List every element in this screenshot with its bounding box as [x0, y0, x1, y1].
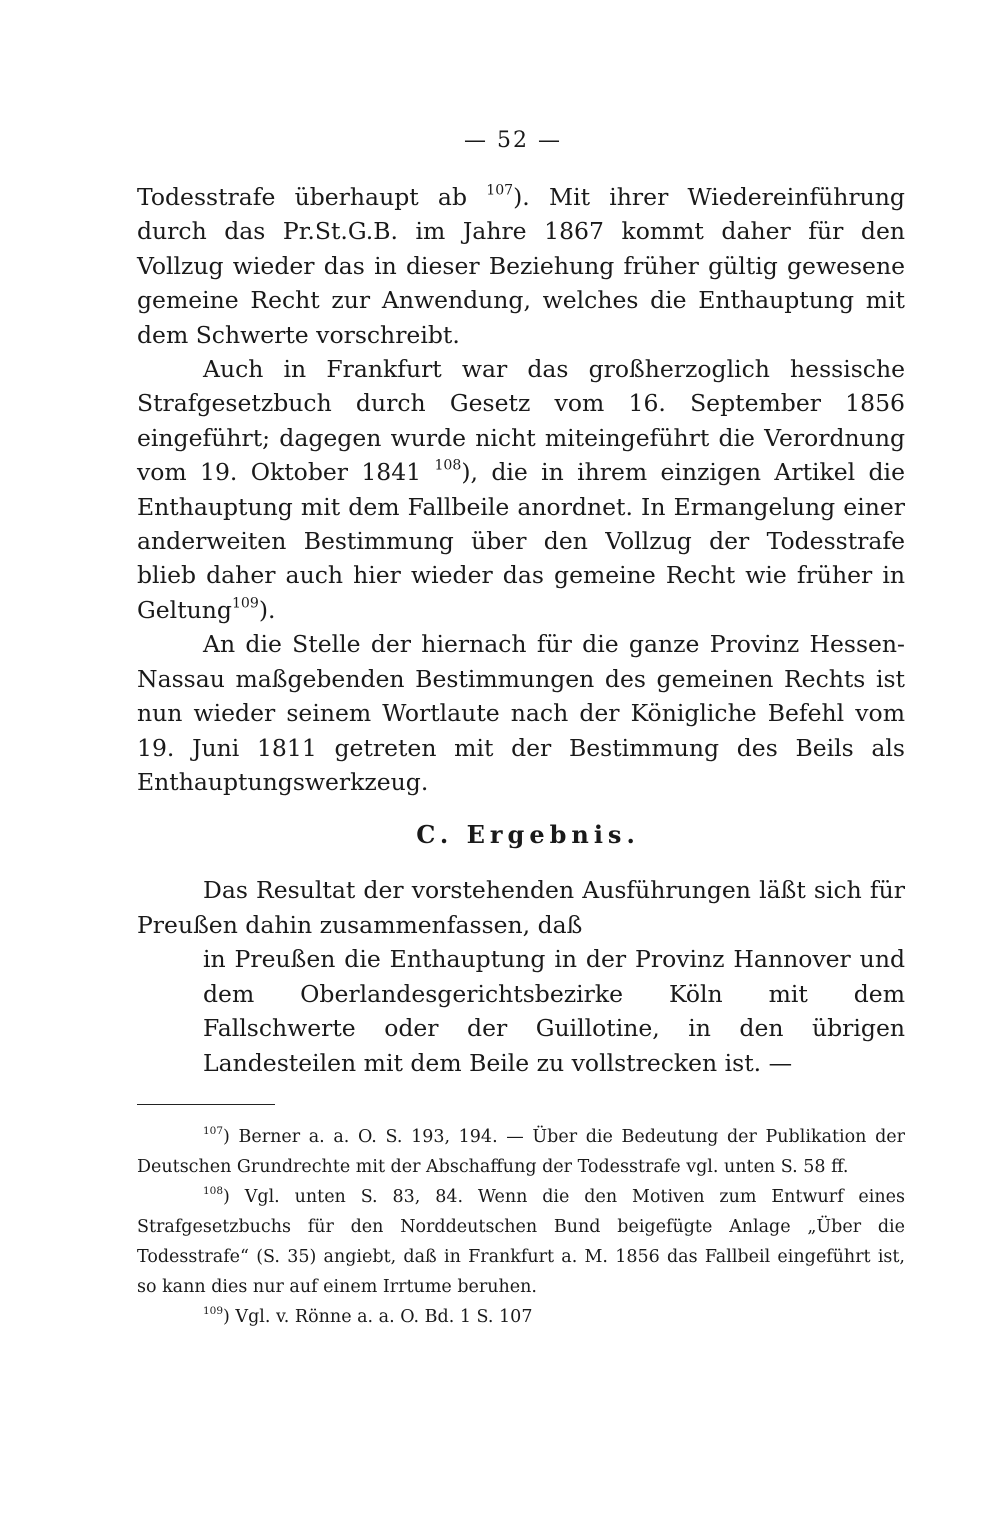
footnote-ref-109: 109: [231, 595, 259, 612]
paragraph-1: [137, 180, 905, 352]
paragraph-2-text-c: ).: [258, 595, 276, 624]
footnote-divider: [137, 1104, 275, 1105]
footnote-ref-108: 108: [434, 457, 462, 474]
result-block: in Preußen die Enthauptung in der Provinz Hannover und dem Oberlandesgerichtsbezirke Köln mit dem Fallschwerte oder der Guillotine, in den übrigen Landesteilen mit dem Beile zu vollstrecken ist. —: [203, 945, 905, 1077]
paragraph-1-rest: ). Mit ihrer Wiedereinführung durch das Pr.St.G.B. im Jahre 1867 kommt daher für den Vollzug wieder das in dieser Beziehung früher gültig gewesene gemeine Recht zur Anwendung, welches die Enthauptung mit dem Schwerte vorschreibt.: [137, 183, 905, 349]
footnotes: [137, 1122, 905, 1332]
result-intro: Das Resultat der vorstehenden Ausführungen läßt sich für Preußen dahin zusammenfassen, daß: [137, 876, 905, 939]
footnote-text: ) Vgl. v. Rönne a. a. O. Bd. 1 S. 107: [223, 1307, 533, 1327]
footnote-108: [137, 1182, 905, 1302]
paragraph-1-text: Todesstrafe überhaupt ab: [137, 183, 467, 211]
footnote-number: 107: [203, 1125, 224, 1138]
result-section: [137, 873, 905, 1081]
paragraph-2-text-b: ), die in ihrem einzigen Artikel die Enthauptung mit dem Fallbeile anordnet. In Ermangelung einer anderweiten Bestimmung über den Vollzug der Todesstrafe blieb daher auch hier wieder das gemeine Recht wie früher in Geltung: [137, 458, 905, 624]
page-number: — 52 —: [464, 128, 562, 153]
paragraph-2: [137, 352, 905, 627]
footnote-ref-107: 107: [486, 182, 514, 199]
paragraph-3: An die Stelle der hiernach für die ganze Provinz Hessen-Nassau maßgebenden Bestimmungen des gemeinen Rechts ist nun wieder seinem Wortlaute nach der Königliche Befehl vom 19. Juni 1811 getreten mit der Bestimmung des Beils als Enthauptungswerkzeug.: [137, 630, 905, 796]
footnote-text: ) Vgl. unten S. 83, 84. Wenn die den Motiven zum Entwurf eines Strafgesetzbuchs für den Norddeutschen Bund beigefügte Anlage „Über die Todesstrafe“ (S. 35) angiebt, daß in Frankfurt a. M. 1856 das Fallbeil eingeführt ist, so kann dies nur auf einem Irrtume beruhen.: [137, 1187, 905, 1297]
footnote-number: 109: [203, 1305, 224, 1318]
footnote-text: ) Berner a. a. O. S. 193, 194. — Über die Bedeutung der Publikation der Deutschen Grundrechte mit der Abschaffung der Todesstrafe vgl. unten S. 58 ff.: [137, 1127, 905, 1177]
footnote-109: [137, 1302, 905, 1332]
footnote-number: 108: [203, 1185, 224, 1198]
paragraph-2-text-a: Auch in Frankfurt war das großherzoglich hessische Strafgesetzbuch durch Gesetz vom 16. September 1856 eingeführt; dagegen wurde nicht miteingeführt die Verordnung vom 19. Oktober 1841: [137, 355, 905, 487]
main-text: [137, 180, 905, 799]
footnote-107: [137, 1122, 905, 1182]
section-heading: C. Ergebnis.: [416, 820, 640, 849]
